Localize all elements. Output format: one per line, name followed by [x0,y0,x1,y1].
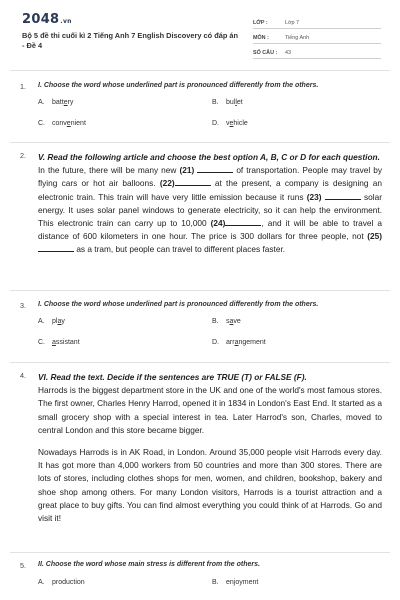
option-b[interactable]: B. enjoyment [212,579,259,586]
blank-25[interactable] [38,244,74,252]
meta-value: Tiếng Anh [285,35,310,41]
meta-key: SỐ CÂU : [253,50,278,56]
blank-24[interactable] [225,218,261,226]
document-header [0,0,400,62]
blank-label: (22) [159,178,175,189]
option-d[interactable]: D. arrangement [212,339,266,346]
question-number: 1. [20,82,26,91]
question-number: 2. [20,151,26,160]
blank-label: (25) [367,231,382,242]
meta-key: LỚP : [253,20,268,26]
options [38,576,382,592]
divider [10,142,390,143]
option-b[interactable]: B. bullet [212,99,243,106]
question-instruction: V. Read the following article and choose the best option A, B, C or D for each question. [38,152,380,162]
reading-paragraph-2: Nowadays Harrods is in AK Road, in London. Around 35,000 people visit Harrods every day. It has got more than 4,000 workers from 50 countries and more than 300 stores. There are lots of stores, including clothes shops for men, women, and children, bookshop, bakery and shoe shop among others. For many London visitors, Harrods is a tourist attraction and a great place to buy gifts. You can find almost everything you could think of at Harrods. Go and visit it! [38,447,382,524]
reading-paragraph-1: Harrods is the biggest department store in the UK and one of the world's most famous stores. The first owner, Charles Henry Harrod, opened it in 1834 in London's East End. It started as a small grocery shop with a special interest in tea. Later Harrod's son, Charles, moved to central London and this store became bigger. [38,385,382,435]
question-number: 4. [20,371,26,380]
blank-21[interactable] [197,165,233,173]
meta-table [253,14,381,59]
document-title: Bộ 5 đề thi cuối kì 2 Tiếng Anh 7 English Discovery có đáp án - Đề 4 [22,31,239,50]
meta-row-class [253,14,381,29]
blank-label: (23) [306,191,322,202]
meta-key: MÔN : [253,35,269,41]
logo-sub: .vn [60,18,72,25]
option-a[interactable]: A. production [38,579,85,586]
blank-22[interactable] [175,178,211,186]
option-c[interactable]: C. convenient [38,120,86,127]
option-d[interactable]: D. vehicle [212,120,248,127]
divider [10,552,390,553]
site-logo[interactable] [22,12,72,27]
blank-label: (24) [210,218,226,229]
reading-passage: In the future, there will be many new (21) of transportation. People may travel by flying cars or hot air balloons. (22) at the present, a company is designing an electronic train. This train will have very little emission because it runs (23) solar energy. It uses solar panel windows to generate electricity, so it can help the environment. This electronic train can carry up to 10,000 (24) , and it will be able to travel a distance of 600 kilometers in one hour. The price is 300 dollars for three people, not (25) as a tram, but people can travel to different places faster. [38,165,383,255]
meta-value: Lớp 7 [285,20,300,26]
question-number: 5. [20,561,26,570]
question-instruction: VI. Read the text. Decide if the sentences are TRUE (T) or FALSE (F). [38,372,307,382]
question-instruction: I. Choose the word whose underlined part is pronounced differently from the others. [38,301,319,308]
option-c[interactable]: C. assistant [38,339,80,346]
meta-row-count [253,44,381,59]
option-a[interactable]: A. battery [38,99,74,106]
options [38,97,382,137]
option-a[interactable]: A. play [38,318,65,325]
meta-row-subject [253,29,381,44]
question-instruction: II. Choose the word whose main stress is different from the others. [38,561,260,568]
meta-value: 43 [285,50,291,56]
divider [10,362,390,363]
options [38,316,382,356]
divider [10,70,390,71]
question-number: 3. [20,301,26,310]
question-instruction: I. Choose the word whose underlined part is pronounced differently from the others. [38,82,319,89]
blank-23[interactable] [325,192,361,200]
blank-label: (21) [179,165,195,176]
divider [10,290,390,291]
option-b[interactable]: B. save [212,318,241,325]
logo-main: 2048 [22,12,60,27]
